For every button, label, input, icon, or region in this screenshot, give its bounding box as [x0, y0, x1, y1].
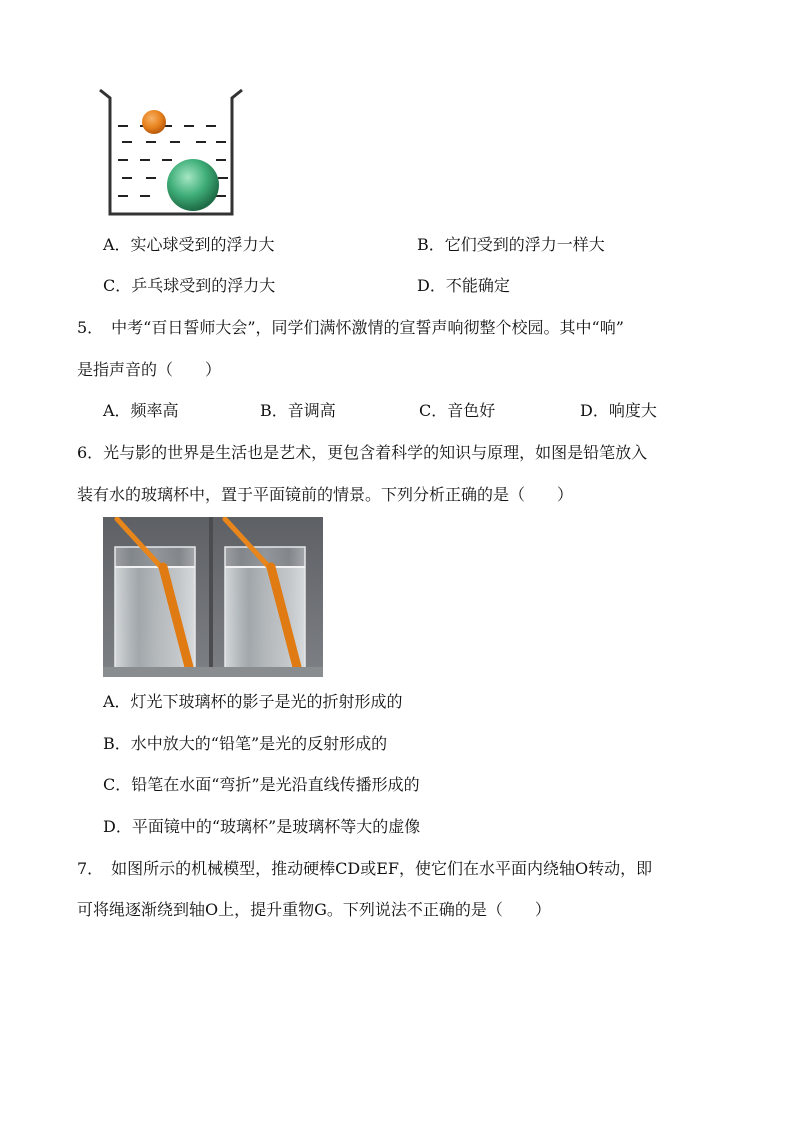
q6-option-d: D．平面镜中的“玻璃杯”是玻璃杯等大的虚像	[103, 817, 421, 836]
q5-option-b: B．音调高	[260, 401, 336, 420]
ping-pong-ball	[142, 110, 166, 134]
q4-option-c: C．乒乓球受到的浮力大	[103, 276, 276, 295]
q5-option-a: A．频率高	[103, 401, 179, 420]
q4-option-b: B．它们受到的浮力一样大	[417, 235, 605, 254]
q6-option-b: B．水中放大的“铅笔”是光的反射形成的	[103, 734, 388, 753]
beaker-figure	[96, 86, 246, 216]
q5-stem-line2: 是指声音的（ ）	[77, 360, 222, 379]
q7-stem-line1: 7． 如图所示的机械模型，推动硬棒CD或EF，使它们在水平面内绕轴O转动，即	[77, 859, 653, 878]
q5-option-d: D．响度大	[580, 401, 657, 420]
solid-ball	[167, 159, 219, 211]
q5-stem-line1: 5． 中考“百日誓师大会”，同学们满怀激情的宣誓声响彻整个校园。其中“响”	[77, 318, 624, 337]
q4-option-a: A．实心球受到的浮力大	[103, 235, 275, 254]
q7-stem-line2: 可将绳逐渐绕到轴O上，提升重物G。下列说法不正确的是（ ）	[77, 900, 551, 919]
q4-option-d: D．不能确定	[417, 276, 510, 295]
q6-stem-line1: 6．光与影的世界是生活也是艺术，更包含着科学的知识与原理，如图是铅笔放入	[77, 443, 648, 462]
q6-option-c: C．铅笔在水面“弯折”是光沿直线传播形成的	[103, 775, 420, 794]
q5-option-c: C．音色好	[419, 401, 496, 420]
q6-stem-line2: 装有水的玻璃杯中，置于平面镜前的情景。下列分析正确的是（ ）	[77, 485, 574, 504]
pencil-glass-photo	[103, 517, 323, 677]
q6-option-a: A．灯光下玻璃杯的影子是光的折射形成的	[103, 692, 403, 711]
